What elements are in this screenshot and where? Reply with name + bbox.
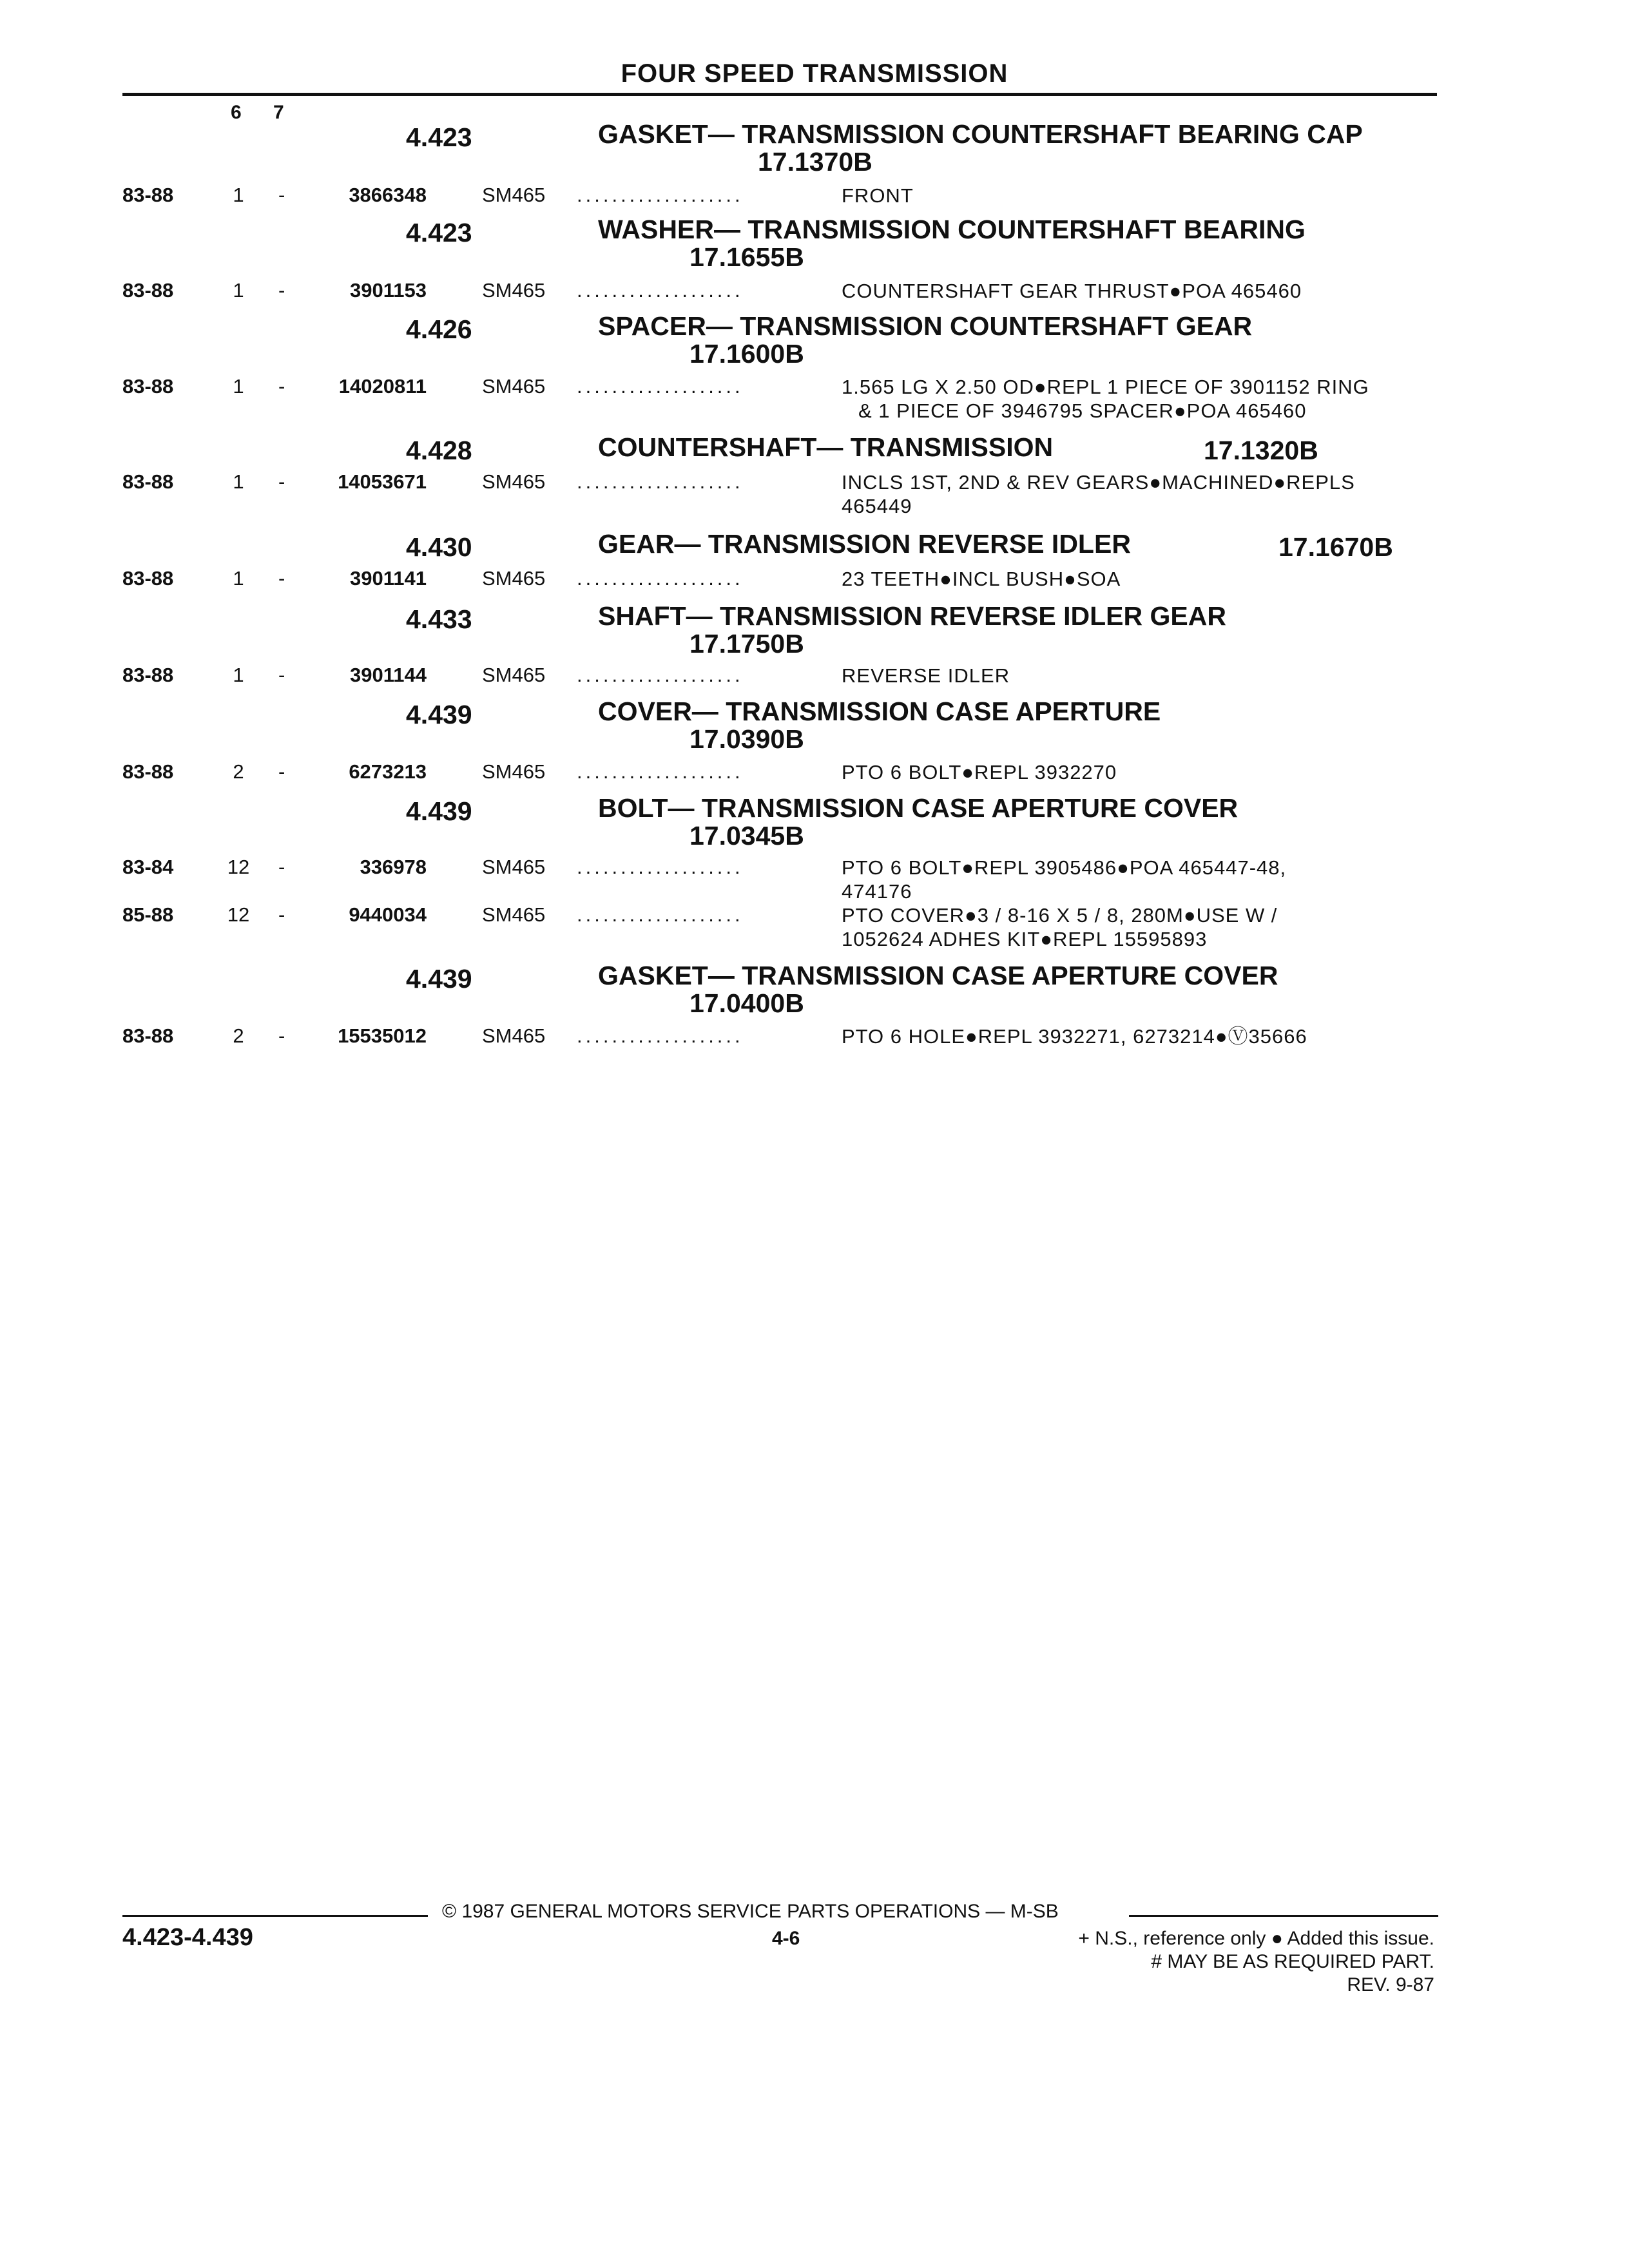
part-number: 3901141 [350, 567, 427, 590]
section-heading: BOLT— TRANSMISSION CASE APERTURE COVER [598, 793, 1239, 823]
part-description: PTO COVER●3 / 8-16 X 5 / 8, 280M●USE W / [842, 904, 1278, 927]
dot-leader: ................... [577, 470, 744, 493]
dash: - [278, 470, 285, 493]
model-code: SM465 [482, 184, 546, 206]
section-ref: 17.1670B [1278, 532, 1393, 562]
year-range: 83-84 [122, 856, 174, 878]
section-heading: GASKET— TRANSMISSION CASE APERTURE COVER [598, 961, 1278, 990]
dash: - [278, 567, 285, 590]
section-ref: 17.1320B [1204, 436, 1318, 465]
dot-leader: ................... [577, 1024, 744, 1047]
part-description: PTO 6 BOLT●REPL 3905486●POA 465447-48, [842, 856, 1287, 879]
title-rule [122, 93, 1437, 96]
quantity: 12 [227, 856, 250, 878]
part-number: 9440034 [349, 903, 427, 926]
dot-leader: ................... [577, 856, 744, 878]
part-number: 3901153 [350, 279, 427, 302]
part-description: PTO 6 BOLT●REPL 3932270 [842, 761, 1117, 783]
part-number: 3901144 [350, 664, 427, 686]
model-code: SM465 [482, 903, 546, 926]
footer-copyright: © 1987 GENERAL MOTORS SERVICE PARTS OPERATIONS — M-SB [442, 1901, 1059, 1922]
part-description-continued: 1052624 ADHES KIT●REPL 15595893 [842, 928, 1208, 950]
revision-date: REV. 9-87 [1347, 1974, 1434, 1995]
quantity: 1 [233, 567, 244, 590]
dot-leader: ................... [577, 375, 744, 398]
page-range: 4.423-4.439 [122, 1924, 253, 1951]
dash: - [278, 375, 285, 398]
section-ref: 17.0400B [689, 988, 804, 1018]
dot-leader: ................... [577, 760, 744, 783]
model-code: SM465 [482, 760, 546, 783]
year-range: 83-88 [122, 470, 174, 493]
year-range: 83-88 [122, 664, 174, 686]
quantity: 2 [233, 760, 244, 783]
section-number: 4.428 [406, 436, 472, 465]
model-code: SM465 [482, 664, 546, 686]
column-label-7: 7 [273, 102, 284, 123]
dot-leader: ................... [577, 279, 744, 302]
section-ref: 17.1600B [689, 339, 804, 369]
dot-leader: ................... [577, 903, 744, 926]
quantity: 1 [233, 664, 244, 686]
section-ref: 17.0390B [689, 724, 804, 754]
part-number: 6273213 [349, 760, 427, 783]
year-range: 83-88 [122, 760, 174, 783]
section-heading: GEAR— TRANSMISSION REVERSE IDLER [598, 529, 1131, 559]
part-description: INCLS 1ST, 2ND & REV GEARS●MACHINED●REPLS [842, 471, 1355, 494]
quantity: 12 [227, 903, 250, 926]
model-code: SM465 [482, 279, 546, 302]
part-number: 14020811 [338, 375, 427, 398]
quantity: 1 [233, 184, 244, 206]
section-heading: SHAFT— TRANSMISSION REVERSE IDLER GEAR [598, 601, 1226, 631]
section-number: 4.423 [406, 122, 472, 152]
section-number: 4.430 [406, 532, 472, 562]
dash: - [278, 760, 285, 783]
dash: - [278, 856, 285, 878]
section-number: 4.433 [406, 604, 472, 634]
dot-leader: ................... [577, 664, 744, 686]
dot-leader: ................... [577, 184, 744, 206]
part-description: 1.565 LG X 2.50 OD●REPL 1 PIECE OF 3901152 RING [842, 376, 1369, 398]
section-ref: 17.1370B [758, 147, 872, 177]
model-code: SM465 [482, 856, 546, 878]
page-number: 4-6 [772, 1928, 800, 1949]
section-number: 4.439 [406, 796, 472, 826]
section-ref: 17.1655B [689, 242, 804, 272]
section-heading: GASKET— TRANSMISSION COUNTERSHAFT BEARING CAP [598, 119, 1363, 149]
section-number: 4.426 [406, 314, 472, 344]
section-number: 4.423 [406, 218, 472, 247]
section-number: 4.439 [406, 700, 472, 729]
part-description: COUNTERSHAFT GEAR THRUST●POA 465460 [842, 280, 1302, 302]
part-description: REVERSE IDLER [842, 664, 1010, 687]
model-code: SM465 [482, 1024, 546, 1047]
section-ref: 17.1750B [689, 629, 804, 658]
part-description-continued: 465449 [842, 495, 912, 517]
section-heading: COVER— TRANSMISSION CASE APERTURE [598, 697, 1161, 726]
section-heading: SPACER— TRANSMISSION COUNTERSHAFT GEAR [598, 311, 1253, 341]
part-number: 15535012 [338, 1024, 427, 1047]
year-range: 83-88 [122, 1024, 174, 1047]
year-range: 83-88 [122, 184, 174, 206]
year-range: 83-88 [122, 567, 174, 590]
footer-rule-left [122, 1915, 428, 1917]
part-number: 3866348 [349, 184, 427, 206]
part-description: PTO 6 HOLE●REPL 3932271, 6273214●Ⓥ35666 [842, 1025, 1307, 1048]
dash: - [278, 279, 285, 302]
quantity: 1 [233, 470, 244, 493]
part-number: 14053671 [338, 470, 427, 493]
section-number: 4.439 [406, 964, 472, 994]
model-code: SM465 [482, 375, 546, 398]
footer-legend-1: + N.S., reference only ● Added this issue. [1078, 1928, 1434, 1949]
part-description: FRONT [842, 184, 914, 207]
dash: - [278, 664, 285, 686]
section-heading: WASHER— TRANSMISSION COUNTERSHAFT BEARING [598, 215, 1306, 244]
part-description-continued: 474176 [842, 880, 912, 903]
year-range: 83-88 [122, 279, 174, 302]
quantity: 2 [233, 1024, 244, 1047]
year-range: 85-88 [122, 903, 174, 926]
model-code: SM465 [482, 470, 546, 493]
part-description: 23 TEETH●INCL BUSH●SOA [842, 568, 1121, 590]
dash: - [278, 903, 285, 926]
section-heading: COUNTERSHAFT— TRANSMISSION [598, 432, 1054, 462]
footer-legend-2: # MAY BE AS REQUIRED PART. [1151, 1951, 1434, 1972]
column-label-6: 6 [231, 102, 242, 123]
footer-rule-right [1129, 1915, 1438, 1917]
quantity: 1 [233, 375, 244, 398]
part-number: 336978 [360, 856, 427, 878]
dot-leader: ................... [577, 567, 744, 590]
dash: - [278, 184, 285, 206]
page-title: FOUR SPEED TRANSMISSION [621, 59, 1008, 88]
year-range: 83-88 [122, 375, 174, 398]
quantity: 1 [233, 279, 244, 302]
model-code: SM465 [482, 567, 546, 590]
part-description-continued: & 1 PIECE OF 3946795 SPACER●POA 465460 [858, 399, 1307, 422]
section-ref: 17.0345B [689, 821, 804, 850]
dash: - [278, 1024, 285, 1047]
